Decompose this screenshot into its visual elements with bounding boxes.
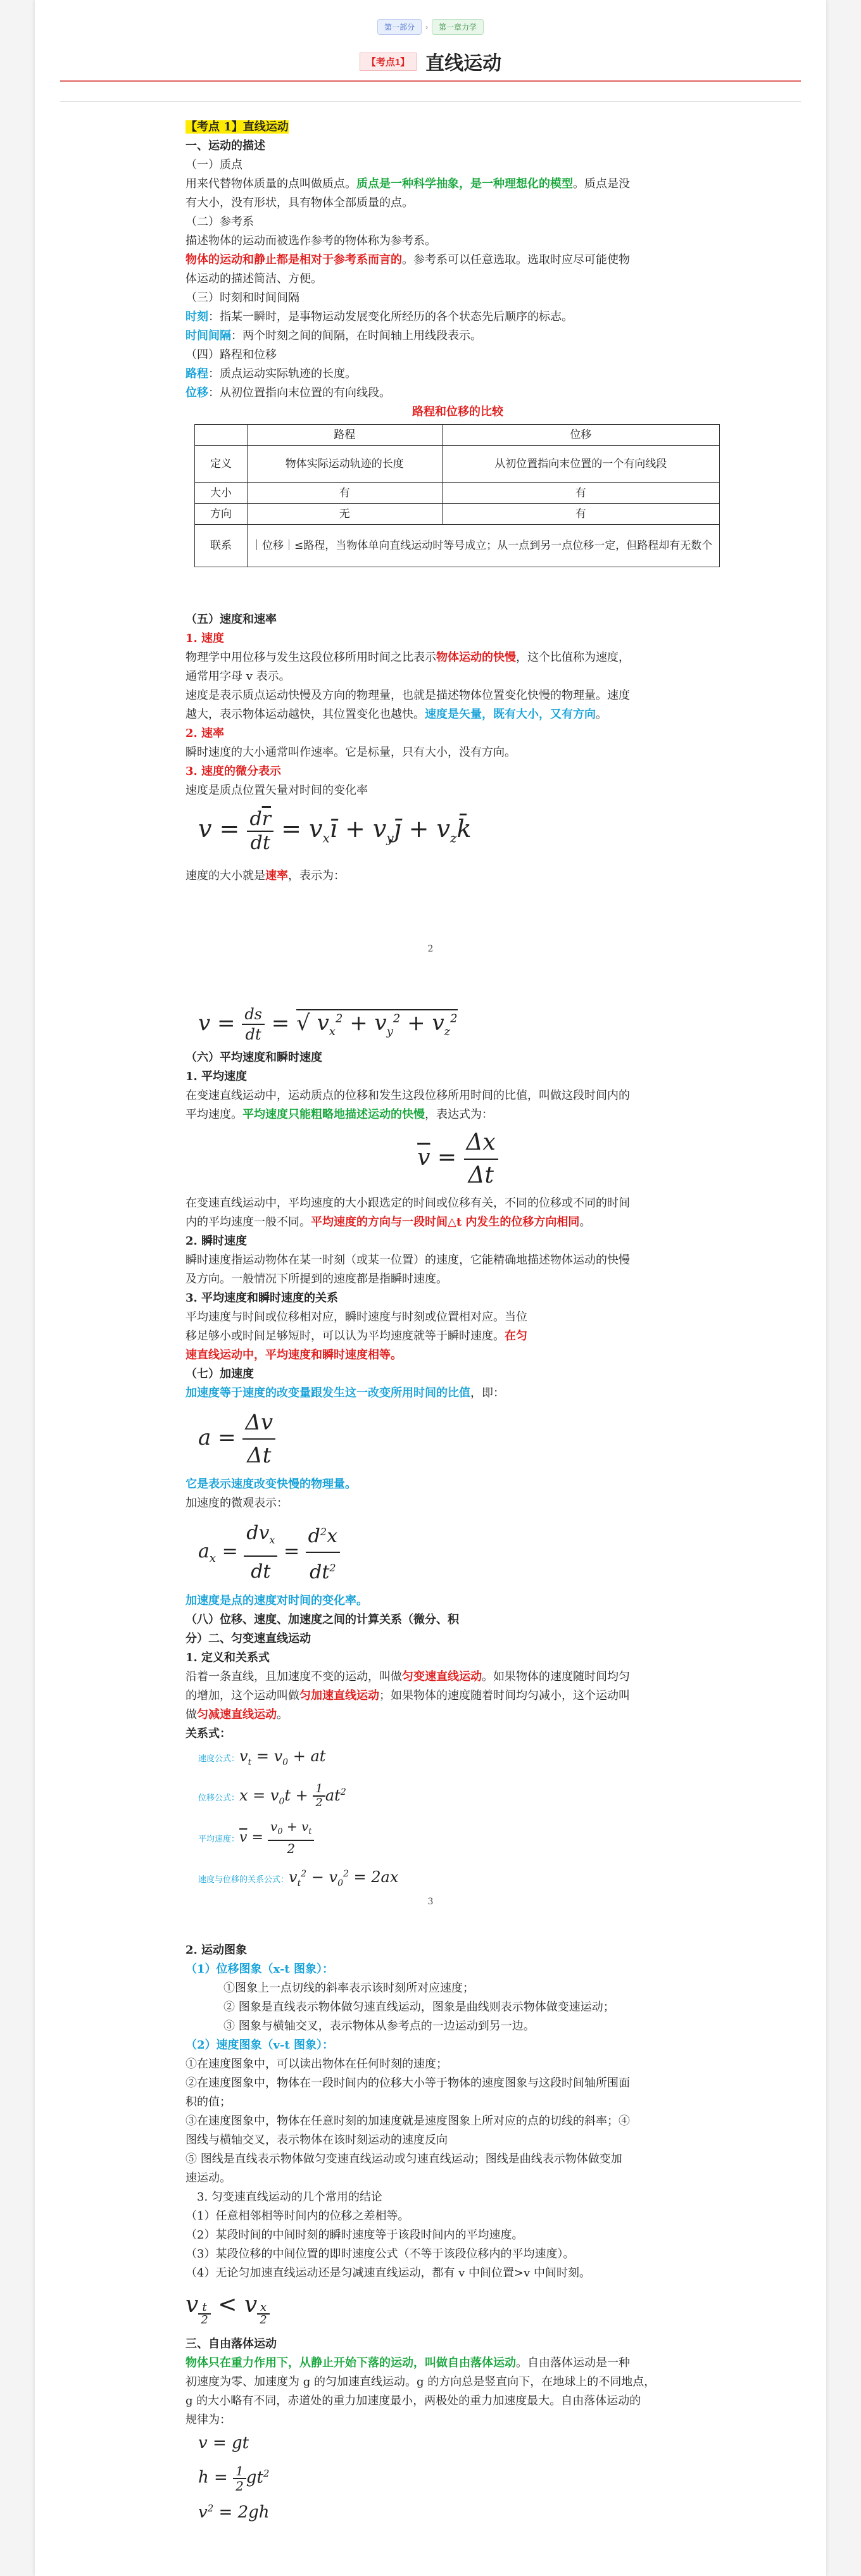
list-item: 图线与横轴交叉，表示物体在该时刻运动的速度反向	[185, 2133, 448, 2147]
subheading-particle: （一）质点	[185, 158, 242, 172]
formula-free-fall-velocity: v = gt	[198, 2434, 249, 2453]
table-header-row	[195, 425, 720, 446]
list-item: 速运动。	[185, 2171, 231, 2185]
subheading-average: （六）平均速度和瞬时速度	[185, 1051, 322, 1064]
subheading-uniform-acceleration: 分）二、匀变速直线运动	[185, 1632, 311, 1645]
topic-tag: 【考点1】	[360, 53, 417, 71]
paragraph: 内的平均速度一般不同。平均速度的方向与一段时间△t 内发生的位移方向相同。	[185, 1216, 591, 1229]
paragraph: 时刻：指某一瞬时，是事物运动发展变化所经历的各个状态先后顺序的标志。	[185, 310, 573, 324]
paragraph: 移足够小或时间足够短时，可以认为平均速度就等于瞬时速度。在匀	[185, 1329, 527, 1343]
section-motion-description	[185, 118, 730, 567]
paragraph: 规律为：	[185, 2413, 231, 2427]
paragraph: 物体只在重力作用下，从静止开始下落的运动，叫做自由落体运动。自由落体运动是一种	[185, 2356, 630, 2370]
formula-displacement: 位移公式：$x = v_0t$ + $\frac{1}{2}$ $at^2$	[198, 1782, 346, 1810]
formula-velocity-vector: v = $\frac{d\overline{r}}{dt}$ = $v_xī$ + $v_yj̄$ + $v_zk̄$	[198, 807, 472, 854]
table-row	[195, 446, 720, 483]
table-cell: 从初位置指向末位置的一个有向线段	[442, 446, 719, 483]
subheading-relations: （八）位移、速度、加速度之间的计算关系（微分、积	[185, 1613, 459, 1626]
paragraph: 物体的运动和静止都是相对于参考系而言的。参考系可以任意选取。选取时应尽可能使物	[185, 253, 630, 267]
list-item: 积的值；	[185, 2095, 231, 2109]
formula-midpoint-compare: v $_{\frac{t}{2}}$ < v $_{\frac{x}{2}}$	[185, 2283, 730, 2335]
heading-1: 一、运动的描述	[185, 139, 265, 153]
list-item: ② 图象是直线表示物体做匀速直线运动，图象是曲线则表示物体做变速运动；	[223, 2001, 615, 2014]
list-item: ③ 图象与横轴交叉，表示物体从参考点的一边运动到另一边。	[223, 2020, 535, 2033]
table-cell: 定义	[195, 446, 248, 483]
paragraph: 速度的大小就是速率，表示为：	[185, 869, 345, 883]
section-velocity	[185, 610, 730, 886]
item-heading: 2. 运动图象	[185, 1944, 248, 1957]
paragraph: 加速度等于速度的改变量跟发生这一改变所用时间的比值，即：	[185, 1386, 505, 1400]
table-row	[195, 483, 720, 504]
title-divider	[60, 80, 801, 82]
formula-free-fall	[185, 2430, 730, 2525]
subheading-acceleration: （七）加速度	[185, 1367, 254, 1381]
header-divider	[60, 101, 801, 102]
relations-label: 关系式：	[185, 1727, 231, 1740]
paragraph: 平均速度。平均速度只能粗略地描述运动的快慢，表达式为：	[185, 1108, 493, 1121]
subheading-path: （四）路程和位移	[185, 348, 277, 361]
formula-velocity-time: 速度公式：$v_t = v_0$ + at	[198, 1747, 326, 1768]
paragraph: 加速度的微观表示：	[185, 1497, 288, 1510]
paragraph: 做匀减速直线运动。	[185, 1708, 288, 1721]
table-cell: 有	[442, 504, 719, 525]
item-heading: 1. 平均速度	[185, 1070, 248, 1083]
paragraph: 瞬时速度指运动物体在某一时刻（或某一位置）的速度，它能精确地描述物体运动的快慢	[185, 1253, 630, 1267]
paragraph: 它是表示速度改变快慢的物理量。	[185, 1478, 356, 1491]
breadcrumb-separator: ›	[425, 23, 428, 32]
item-heading: 3. 匀变速直线运动的几个常用的结论	[197, 2190, 382, 2204]
item-heading: 3. 速度的微分表示	[185, 765, 282, 778]
table-cell: 联系	[195, 525, 248, 567]
table-cell: ｜位移｜≤路程，当物体单向直线运动时等号成立；从一点到另一点位移一定，但路程却有无数个	[248, 525, 720, 567]
subheading-xt-graph: （1）位移图象（x-t 图象）：	[185, 1963, 334, 1976]
table-cell: 有	[248, 483, 443, 504]
subheading-time: （三）时刻和时间间隔	[185, 291, 299, 305]
formula-list	[185, 1744, 730, 1899]
formula-speed: v = $\frac{ds}{dt}$ = √ $v_x^2 + v_y^2 + v_z^2$	[198, 1005, 458, 1044]
table-cell: 有	[442, 483, 719, 504]
item-heading: 3. 平均速度和瞬时速度的关系	[185, 1291, 339, 1305]
paragraph: 速度是质点位置矢量对时间的变化率	[185, 784, 368, 797]
paragraph: 有大小，没有形状，具有物体全部质量的点。	[185, 196, 413, 210]
paragraph: 瞬时速度的大小通常叫作速率。它是标量，只有大小，没有方向。	[185, 746, 516, 759]
page-number: 2	[427, 944, 434, 954]
formula-free-fall-height: h = $\frac{1}{2}$ $gt^2$	[198, 2463, 270, 2494]
comparison-table	[194, 424, 720, 567]
section-average-velocity	[185, 1048, 730, 1899]
table-cell: 无	[248, 504, 443, 525]
formula-acceleration: a = $\frac{\Delta v}{\Delta t}$	[185, 1407, 730, 1471]
page-title: 直线运动	[425, 53, 502, 74]
list-item: ③在速度图象中，物体在任意时刻的加速度就是速度图象上所对应的点的切线的斜率；④	[185, 2114, 630, 2128]
paragraph: 平均速度与时间或位移相对应，瞬时速度与时刻或位置相对应。当位	[185, 1310, 527, 1324]
table-cell: 大小	[195, 483, 248, 504]
formula-mean-velocity: 平均速度：$\overline{v}$ = $\frac{v_0 + v_t}{2}$	[198, 1819, 730, 1858]
breadcrumb-chapter[interactable]: 第一章力学	[432, 19, 484, 35]
subheading-reference: （二）参考系	[185, 215, 254, 229]
paragraph: 加速度是点的速度对时间的变化率。	[185, 1594, 368, 1607]
subheading-vt-graph: （2）速度图象（v-t 图象）：	[185, 2039, 334, 2052]
document-page	[35, 0, 826, 2576]
table-header-cell	[195, 425, 248, 446]
paragraph: 及方向。一般情况下所提到的速度都是指瞬时速度。	[185, 1272, 448, 1286]
paragraph: 的增加，这个运动叫做匀加速直线运动；如果物体的速度随着时间均匀减小，这个运动叫	[185, 1689, 630, 1702]
paragraph: 速度是表示质点运动快慢及方向的物理量，也就是描述物体位置变化快慢的物理量。速度	[185, 689, 630, 702]
table-header-cell: 路程	[248, 425, 443, 446]
item-heading: 1. 定义和关系式	[185, 1651, 270, 1664]
list-item: （2）某段时间的中间时刻的瞬时速度等于该段时间内的平均速度。	[185, 2228, 524, 2242]
breadcrumb-part[interactable]: 第一部分	[377, 19, 422, 35]
section-motion-graphs	[185, 1941, 730, 2526]
formula-free-fall-velocity-squared: $v^2 = 2gh$	[198, 2502, 270, 2522]
table-cell: 物体实际运动轨迹的长度	[248, 446, 443, 483]
list-item: ②在速度图象中，物体在一段时间内的位移大小等于物体的速度图象与这段时间轴所围面	[185, 2077, 630, 2090]
subheading-velocity: （五）速度和速率	[185, 613, 277, 626]
paragraph: 沿着一条直线，且加速度不变的运动，叫做匀变速直线运动。如果物体的速度随时间均匀	[185, 1670, 630, 1683]
list-item: （1）任意相邻相等时间内的位移之差相等。	[185, 2209, 410, 2223]
list-item: ⑤ 图线是直线表示物体做匀变速直线运动或匀速直线运动；图线是曲线表示物体做变加	[185, 2152, 622, 2166]
item-heading: 2. 速率	[185, 727, 225, 740]
table-caption: 路程和位移的比较	[412, 405, 503, 418]
item-heading: 2. 瞬时速度	[185, 1235, 248, 1248]
paragraph: 在变速直线运动中，平均速度的大小跟选定的时间或位移有关，不同的位移或不同的时间	[185, 1197, 630, 1210]
paragraph: 位移：从初位置指向末位置的有向线段。	[185, 386, 391, 399]
table-row	[195, 525, 720, 567]
paragraph: 速直线运动中，平均速度和瞬时速度相等。	[185, 1348, 402, 1362]
list-item: （3）某段位移的中间位置的即时速度公式（不等于该段位移内的平均速度）。	[185, 2247, 575, 2261]
subheading-free-fall: 三、自由落体运动	[185, 2337, 277, 2351]
paragraph: 在变速直线运动中，运动质点的位移和发生这段位移所用时间的比值，叫做这段时间内的	[185, 1089, 630, 1102]
breadcrumb	[35, 19, 826, 35]
paragraph: 时间间隔：两个时刻之间的间隔，在时间轴上用线段表示。	[185, 329, 482, 342]
paragraph: 初速度为零、加速度为 g 的匀加速直线运动。g 的方向总是竖直向下，在地球上的不同地点，	[185, 2375, 656, 2389]
item-heading: 1. 速度	[185, 632, 225, 645]
paragraph: 路程：质点运动实际轨迹的长度。	[185, 367, 356, 380]
paragraph: 通常用字母 v 表示。	[185, 670, 291, 683]
table-row	[195, 504, 720, 525]
formula-velocity-displacement: 速度与位移的关系公式：$v_t^2 - v_0^2 = 2ax$	[198, 1868, 399, 1888]
table-header-cell: 位移	[442, 425, 719, 446]
list-item: ①在速度图象中，可以读出物体在任何时刻的速度；	[185, 2058, 448, 2071]
list-item: ①图象上一点切线的斜率表示该时刻所对应速度；	[223, 1982, 474, 1995]
formula-acceleration-differential: $a_x$ = $\frac{dv_x}{dt}$ = $\frac{d^2x}{dt^2}$	[185, 1517, 730, 1588]
table-cell: 方向	[195, 504, 248, 525]
page-title-row	[35, 47, 826, 75]
section-heading: 【考点 1】直线运动	[185, 120, 289, 134]
formula-average-velocity: $\overline{v}$ = $\frac{\Delta x}{\Delta t}$	[185, 1127, 730, 1191]
paragraph: 越大，表示物体运动越快，其位置变化也越快。速度是矢量，既有大小，又有方向。	[185, 708, 607, 721]
paragraph: 体运动的描述简洁、方便。	[185, 272, 322, 286]
paragraph: 物理学中用位移与发生这段位移所用时间之比表示物体运动的快慢，这个比值称为速度，	[185, 651, 630, 664]
page-number: 3	[427, 1897, 434, 1907]
paragraph: 描述物体的运动而被选作参考的物体称为参考系。	[185, 234, 436, 248]
paragraph: 用来代替物体质量的点叫做质点。质点是一种科学抽象，是一种理想化的模型。质点是没	[185, 177, 630, 191]
list-item: （4）无论匀加速直线运动还是匀减速直线运动，都有 v 中间位置>v 中间时刻。	[185, 2266, 591, 2280]
paragraph: g 的大小略有不同，赤道处的重力加速度最小，两极处的重力加速度最大。自由落体运动的	[185, 2394, 641, 2408]
